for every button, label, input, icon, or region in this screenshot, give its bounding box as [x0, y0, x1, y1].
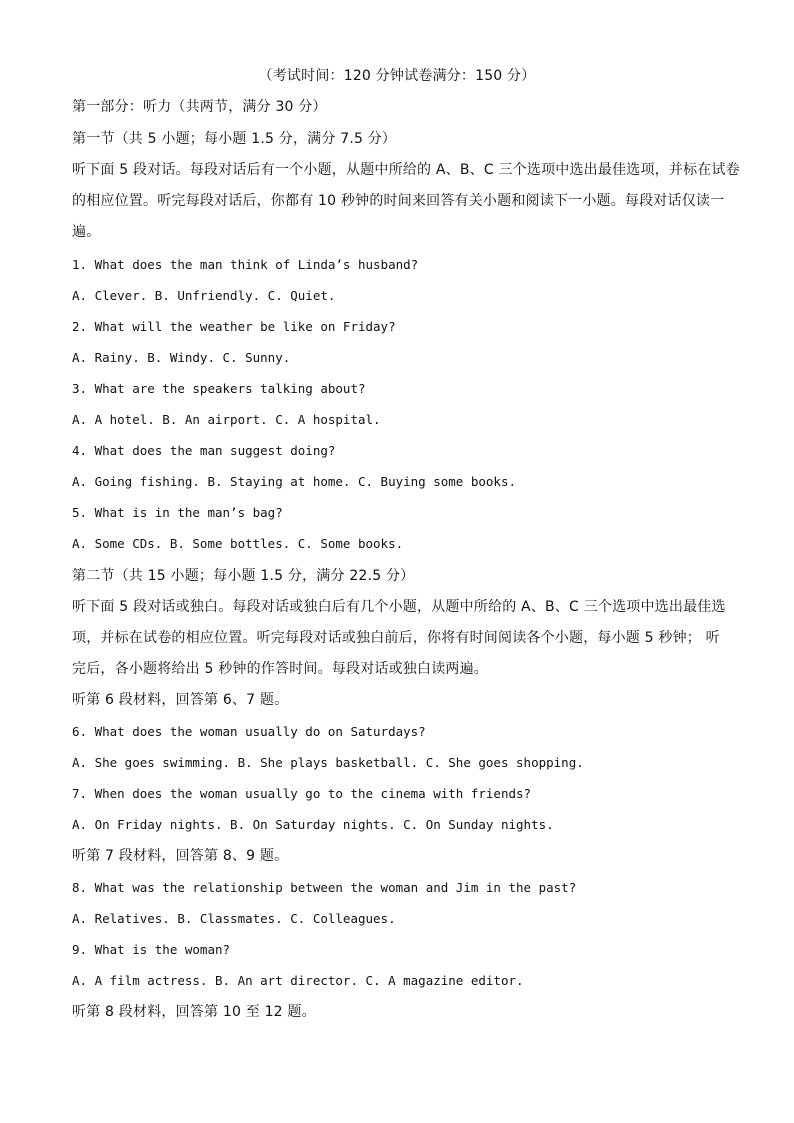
question-5-options: A. Some CDs. B. Some bottles. C. Some books.: [72, 536, 404, 551]
question-4-options: A. Going fishing. B. Staying at home. C. Buying some books.: [72, 474, 517, 489]
section2-instructions-1: 听下面 5 段对话或独白。每段对话或独白后有几个小题，从题中所给的 A、B、C 三个选项中选出最佳选: [72, 599, 726, 615]
section2-instructions-3: 完后，各小题将给出 5 秒钟的作答时间。每段对话或独白读两遍。: [72, 661, 489, 677]
question-2-options: A. Rainy. B. Windy. C. Sunny.: [72, 350, 291, 365]
section1-instructions-2: 的相应位置。听完每段对话后，你都有 10 秒钟的时间来回答有关小题和阅读下一小题。每段对话仅读一: [72, 193, 725, 209]
section2-title: 第二节（共 15 小题；每小题 1.5 分，满分 22.5 分）: [72, 568, 415, 584]
question-7: 7. When does the woman usually go to the cinema with friends?: [72, 786, 532, 801]
question-8: 8. What was the relationship between the woman and Jim in the past?: [72, 880, 577, 895]
material-6-heading: 听第 6 段材料，回答第 6、7 题。: [72, 692, 289, 708]
question-8-options: A. Relatives. B. Classmates. C. Colleagues.: [72, 911, 396, 926]
section2-instructions-2: 项，并标在试卷的相应位置。听完每段对话或独白前后，你将有时间阅读各个小题，每小题 5 秒钟； 听: [72, 630, 720, 646]
question-3: 3. What are the speakers talking about?: [72, 381, 366, 396]
question-6: 6. What does the woman usually do on Saturdays?: [72, 724, 426, 739]
material-7-heading: 听第 7 段材料，回答第 8、9 题。: [72, 848, 289, 864]
exam-header: （考试时间：120 分钟试卷满分：150 分）: [258, 68, 536, 84]
question-4: 4. What does the man suggest doing?: [72, 443, 336, 458]
section1-title: 第一节（共 5 小题；每小题 1.5 分，满分 7.5 分）: [72, 131, 397, 147]
question-1: 1. What does the man think of Linda’s husband?: [72, 257, 419, 272]
question-9-options: A. A film actress. B. An art director. C. A magazine editor.: [72, 973, 524, 988]
section1-instructions-3: 遍。: [72, 224, 101, 240]
question-6-options: A. She goes swimming. B. She plays basketball. C. She goes shopping.: [72, 755, 584, 770]
question-7-options: A. On Friday nights. B. On Saturday nights. C. On Sunday nights.: [72, 817, 554, 832]
question-2: 2. What will the weather be like on Friday?: [72, 319, 396, 334]
material-8-heading: 听第 8 段材料，回答第 10 至 12 题。: [72, 1004, 316, 1020]
question-3-options: A. A hotel. B. An airport. C. A hospital.: [72, 412, 381, 427]
question-9: 9. What is the woman?: [72, 942, 231, 957]
section1-instructions-1: 听下面 5 段对话。每段对话后有一个小题，从题中所给的 A、B、C 三个选项中选出最佳选项，并标在试卷: [72, 162, 740, 178]
question-5: 5. What is in the man’s bag?: [72, 505, 283, 520]
part1-title: 第一部分：听力（共两节，满分 30 分）: [72, 99, 327, 115]
question-1-options: A. Clever. B. Unfriendly. C. Quiet.: [72, 288, 336, 303]
